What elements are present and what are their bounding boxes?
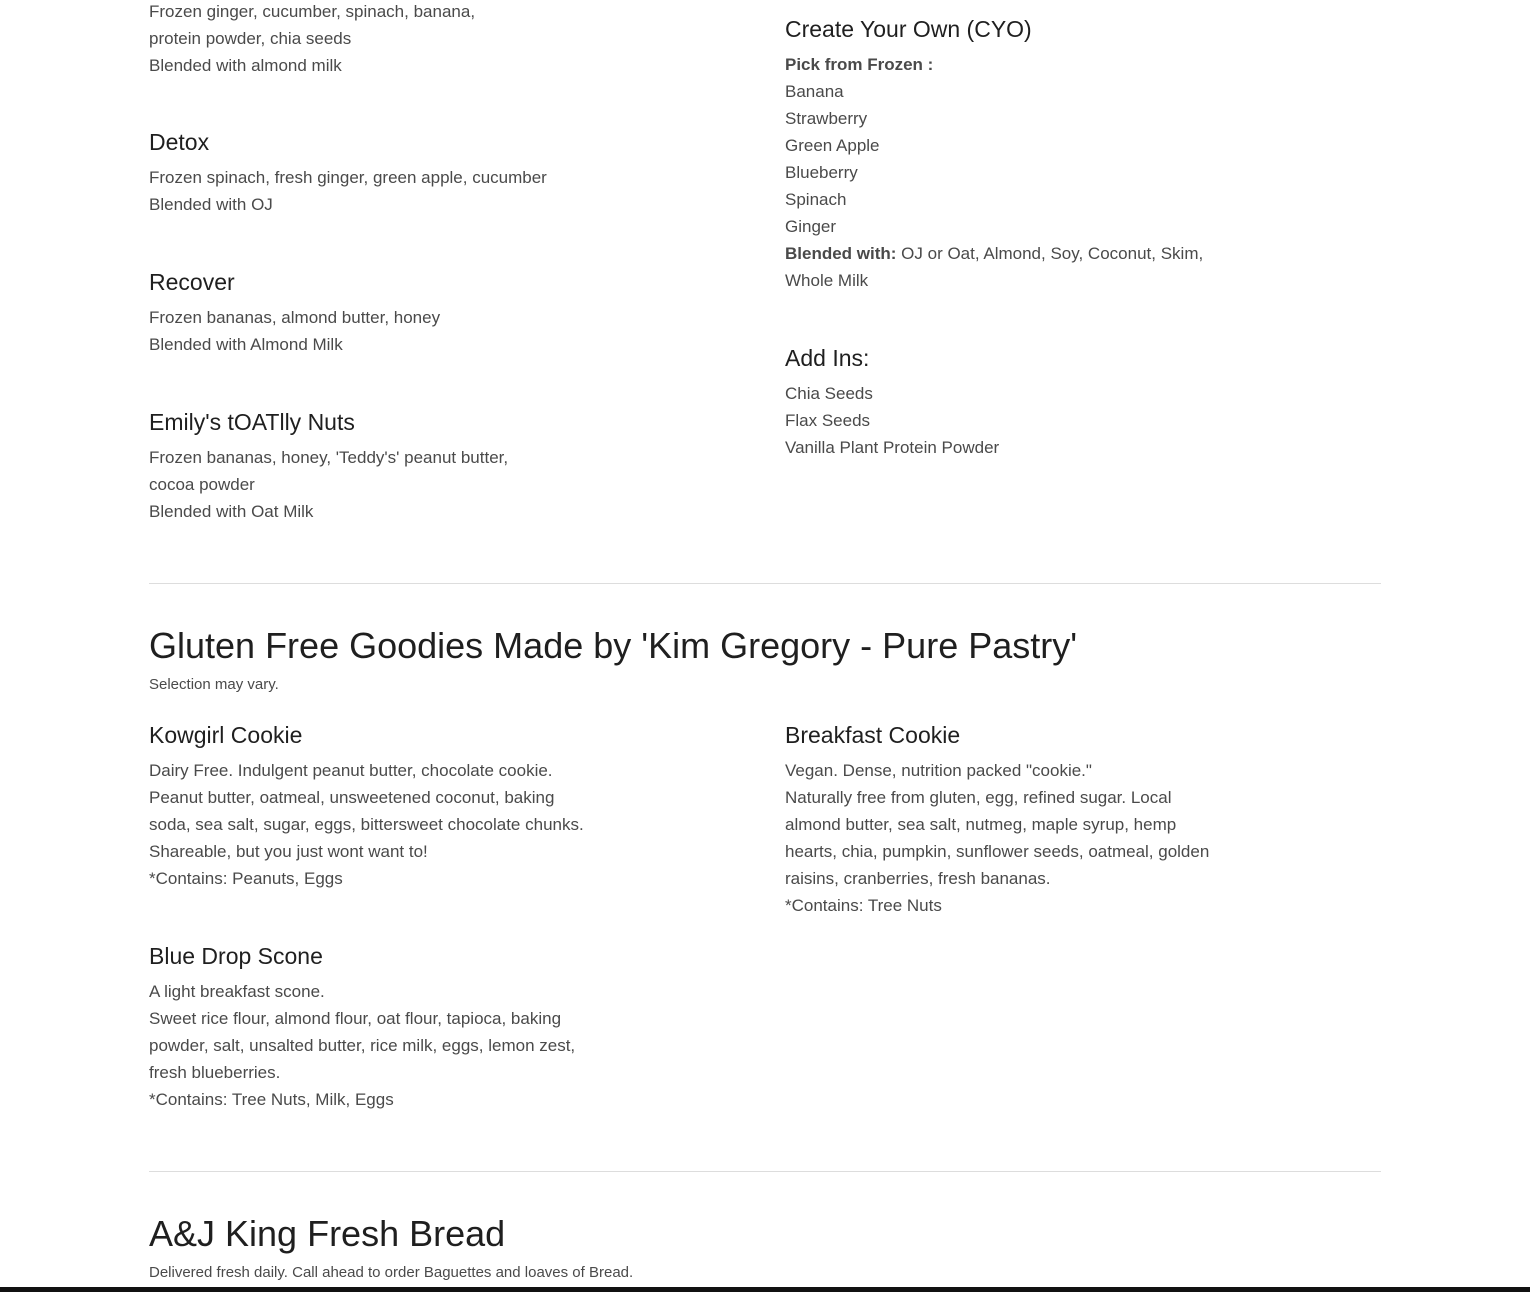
item-description: Dairy Free. Indulgent peanut butter, chocolate cookie. Peanut butter, oatmeal, unsweetened coconut, baking soda, sea salt, sugar, eggs, bittersweet chocolate chunks. Shareable, but you just wont want to! *Contains: Peanuts, Eggs [149,761,584,888]
item-description: A light breakfast scone. Sweet rice flour, almond flour, oat flour, tapioca, baking powder, salt, unsalted butter, rice milk, eggs, lemon zest, fresh blueberries. *Contains: Tree Nuts, Milk, Eggs [149,982,576,1109]
blended-text: OJ or Oat, Almond, Soy, Coconut, Skim, [896,244,1204,263]
cyo-option: Ginger [785,217,837,236]
item-description: Frozen ginger, cucumber, spinach, banana, protein powder, chia seeds Blended with almond milk [149,2,476,75]
pastry-item-kowgirl [149,721,584,892]
cyo-options [785,51,1203,294]
add-in-item: Vanilla Plant Protein Powder [785,438,1000,457]
cyo-option: Green Apple [785,136,880,155]
item-title: Add Ins: [785,345,870,371]
item-title: Create Your Own (CYO) [785,16,1032,42]
item-description: Frozen bananas, almond butter, honey Blended with Almond Milk [149,308,441,354]
item-title: Recover [149,269,235,295]
item-title: Emily's tOATlly Nuts [149,409,355,435]
item-description: Frozen spinach, fresh ginger, green apple, cucumber Blended with OJ [149,168,547,214]
smoothie-item-partial [149,0,475,79]
add-ins-list [785,380,999,461]
item-title: Breakfast Cookie [785,722,961,748]
blended-label: Blended with: [785,244,897,263]
item-title: Kowgirl Cookie [149,722,303,748]
section-subtitle: Delivered fresh daily. Call ahead to order Baguettes and loaves of Bread. [149,1264,634,1281]
cyo-option: Strawberry [785,109,868,128]
cyo-option: Banana [785,82,844,101]
section-subtitle: Selection may vary. [149,676,279,693]
bottom-bar [0,1287,1530,1292]
section-divider [149,1171,1381,1172]
smoothie-item-recover [149,268,440,358]
add-in-item: Flax Seeds [785,411,871,430]
item-title: Detox [149,129,210,155]
item-title: Blue Drop Scone [149,943,323,969]
pastry-item-breakfast-cookie [785,721,1209,919]
item-description: Frozen bananas, honey, 'Teddy's' peanut butter, cocoa powder Blended with Oat Milk [149,448,509,521]
cyo-option: Blueberry [785,163,858,182]
pastry-item-scone [149,942,575,1113]
smoothie-item-emily [149,408,508,525]
blended-line-2: Whole Milk [785,271,869,290]
item-description: Vegan. Dense, nutrition packed "cookie." Naturally free from gluten, egg, refined sugar. Local almond butter, sea salt, nutmeg, maple syrup, hemp hearts, chia, pumpkin, sunflower seeds, oatmeal, golden raisins, cranberries, fresh bananas. *Contains: Tree Nuts [785,761,1210,915]
section-divider [149,583,1381,584]
smoothie-item-cyo [785,15,1203,294]
smoothie-item-detox [149,128,547,218]
add-in-item: Chia Seeds [785,384,873,403]
section-title-bread: A&J King Fresh Bread [149,1213,506,1254]
pick-label: Pick from Frozen : [785,55,934,74]
add-ins [785,344,999,461]
cyo-option: Spinach [785,190,847,209]
blended-line [785,240,1203,267]
section-title-gluten-free: Gluten Free Goodies Made by 'Kim Gregory - Pure Pastry' [149,625,1078,666]
